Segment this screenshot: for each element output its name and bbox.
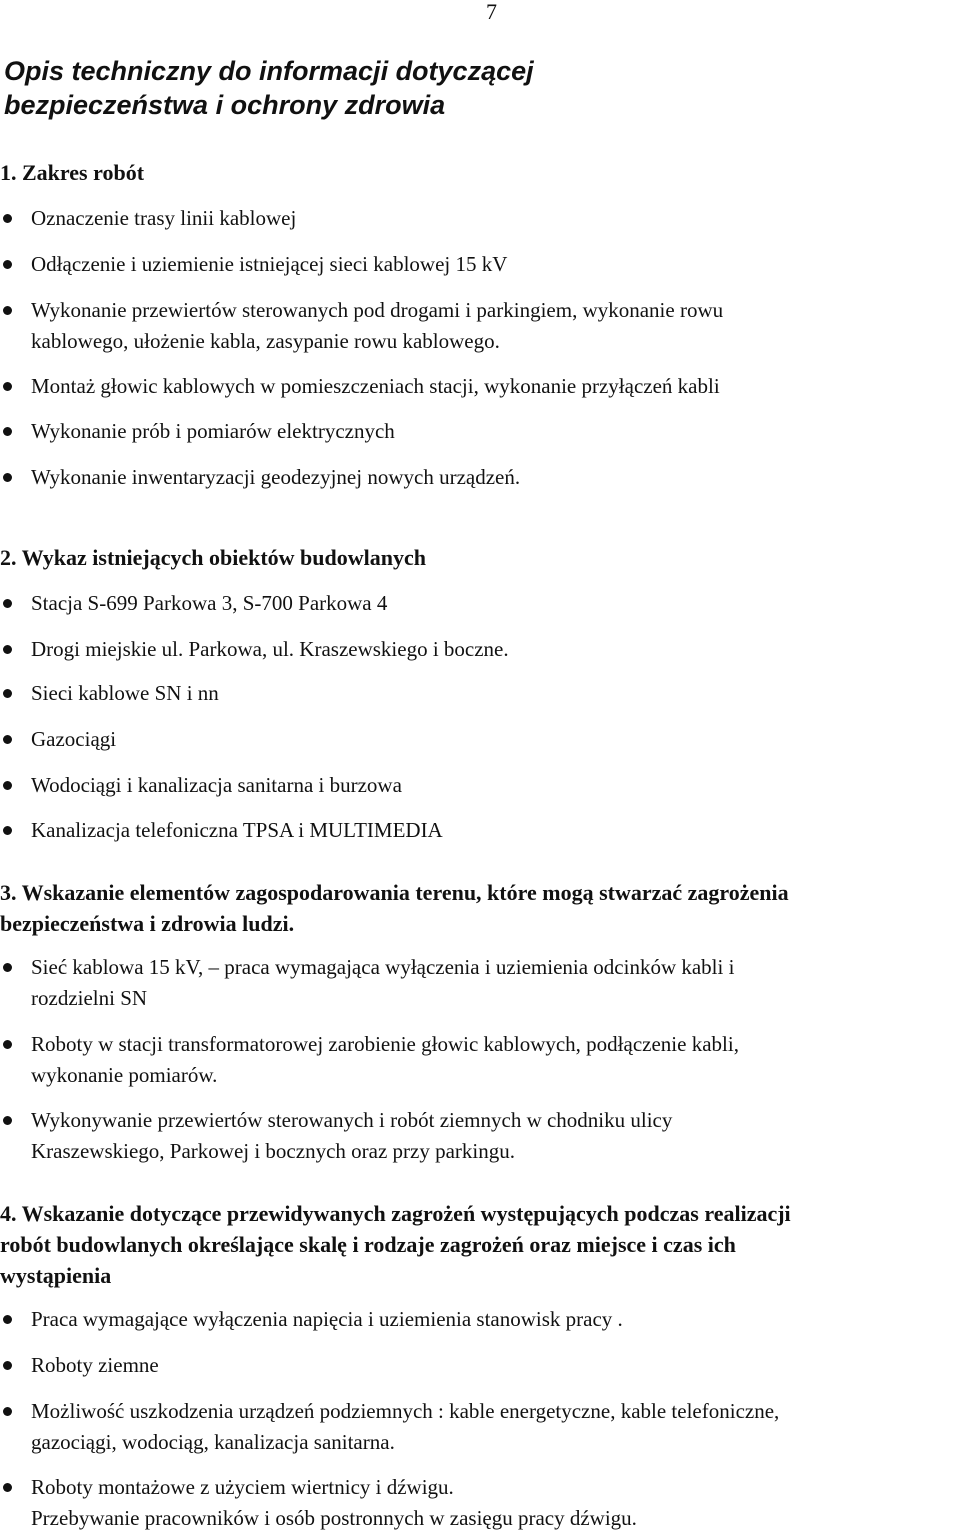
heading-line: robót budowlanych określające skalę i rodzaje zagrożeń oraz miejsce i czas ich: [0, 1232, 736, 1257]
heading-line: bezpieczeństwa i zdrowia ludzi.: [0, 911, 295, 936]
list-item: [0, 770, 950, 801]
list-item: [0, 371, 950, 402]
list-item: [0, 1396, 950, 1458]
heading-line: wystąpienia: [0, 1263, 112, 1288]
list-item-text: Wykonanie przewiertów sterowanych pod drogami i parkingiem, wykonanie rowu: [31, 298, 724, 322]
section-2-heading: 2. Wykaz istniejących obiektów budowlanych: [0, 545, 426, 570]
list-item: [0, 678, 950, 709]
list-item-text: Roboty montażowe z użyciem wiertnicy i dźwigu.: [31, 1475, 454, 1499]
title-line-2: bezpieczeństwa i ochrony zdrowia: [4, 90, 446, 120]
list-item-text: Stacja S-699 Parkowa 3, S-700 Parkowa 4: [31, 591, 388, 615]
bullet-icon: [3, 963, 12, 972]
bullet-icon: [3, 1315, 12, 1324]
section-4-heading: [0, 1198, 960, 1291]
section-1-heading: 1. Zakres robót: [0, 160, 145, 185]
title-line-1: Opis techniczny do informacji dotyczącej: [4, 56, 534, 86]
list-item: [0, 1472, 950, 1534]
heading-line: 4. Wskazanie dotyczące przewidywanych zagrożeń występujących podczas realizacji: [0, 1201, 791, 1226]
list-item-text: kablowego, ułożenie kabla, zasypanie rowu kablowego.: [31, 329, 500, 353]
bullet-icon: [3, 1116, 12, 1125]
list-item-text: Roboty ziemne: [31, 1353, 159, 1377]
list-item-text: rozdzielni SN: [31, 986, 148, 1010]
list-item-text: Sieci kablowe SN i nn: [31, 681, 219, 705]
list-item: [0, 1350, 950, 1381]
bullet-icon: [3, 599, 12, 608]
list-item: [0, 249, 950, 280]
list-item-text: Drogi miejskie ul. Parkowa, ul. Kraszewskiego i boczne.: [31, 637, 509, 661]
list-item: [0, 815, 950, 846]
list-item: [0, 1105, 950, 1167]
list-item: [0, 1029, 950, 1091]
list-item: [0, 952, 950, 1014]
list-item-text: Kraszewskiego, Parkowej i bocznych oraz przy parkingu.: [31, 1139, 515, 1163]
list-item: [0, 1304, 950, 1335]
bullet-icon: [3, 645, 12, 654]
list-item-text: Wykonanie prób i pomiarów elektrycznych: [31, 419, 395, 443]
list-item-text: Roboty w stacji transformatorowej zarobienie głowic kablowych, podłączenie kabli,: [31, 1032, 739, 1056]
list-item-text: Wodociągi i kanalizacja sanitarna i burzowa: [31, 773, 402, 797]
list-item-text: Możliwość uszkodzenia urządzeń podziemnych : kable energetyczne, kable telefoniczne,: [31, 1399, 780, 1423]
document-title: [4, 54, 944, 122]
bullet-icon: [3, 427, 12, 436]
list-item: [0, 724, 950, 755]
list-item: [0, 462, 950, 493]
list-item-text: Sieć kablowa 15 kV, – praca wymagająca wyłączenia i uziemienia odcinków kabli i: [31, 955, 735, 979]
list-item-text: Odłączenie i uziemienie istniejącej sieci kablowej 15 kV: [31, 252, 508, 276]
bullet-icon: [3, 1040, 12, 1049]
section-3-heading: [0, 877, 950, 939]
list-item-text: Wykonywanie przewiertów sterowanych i robót ziemnych w chodniku ulicy: [31, 1108, 673, 1132]
bullet-icon: [3, 735, 12, 744]
bullet-icon: [3, 260, 12, 269]
list-item-text: Wykonanie inwentaryzacji geodezyjnej nowych urządzeń.: [31, 465, 521, 489]
bullet-icon: [3, 473, 12, 482]
list-item-text: Gazociągi: [31, 727, 117, 751]
list-item-text: wykonanie pomiarów.: [31, 1063, 218, 1087]
list-item-text: Praca wymagające wyłączenia napięcia i uziemienia stanowisk pracy .: [31, 1307, 623, 1331]
list-item: [0, 588, 950, 619]
bullet-icon: [3, 1361, 12, 1370]
bullet-icon: [3, 1407, 12, 1416]
list-item: [0, 634, 950, 665]
bullet-icon: [3, 306, 12, 315]
bullet-icon: [3, 689, 12, 698]
list-item-text: gazociągi, wodociąg, kanalizacja sanitarna.: [31, 1430, 395, 1454]
bullet-icon: [3, 382, 12, 391]
bullet-icon: [3, 1483, 12, 1492]
list-item: [0, 416, 950, 447]
list-item: [0, 203, 950, 234]
list-item-text: Montaż głowic kablowych w pomieszczeniach stacji, wykonanie przyłączeń kabli: [31, 374, 720, 398]
list-item-text: Oznaczenie trasy linii kablowej: [31, 206, 297, 230]
heading-line: 3. Wskazanie elementów zagospodarowania terenu, które mogą stwarzać zagrożenia: [0, 880, 789, 905]
bullet-icon: [3, 781, 12, 790]
list-item-text: Przebywanie pracowników i osób postronnych w zasięgu pracy dźwigu.: [31, 1506, 637, 1530]
bullet-icon: [3, 214, 12, 223]
bullet-icon: [3, 826, 12, 835]
page-number: 7: [486, 0, 497, 24]
list-item: [0, 295, 950, 357]
list-item-text: Kanalizacja telefoniczna TPSA i MULTIMEDIA: [31, 818, 443, 842]
